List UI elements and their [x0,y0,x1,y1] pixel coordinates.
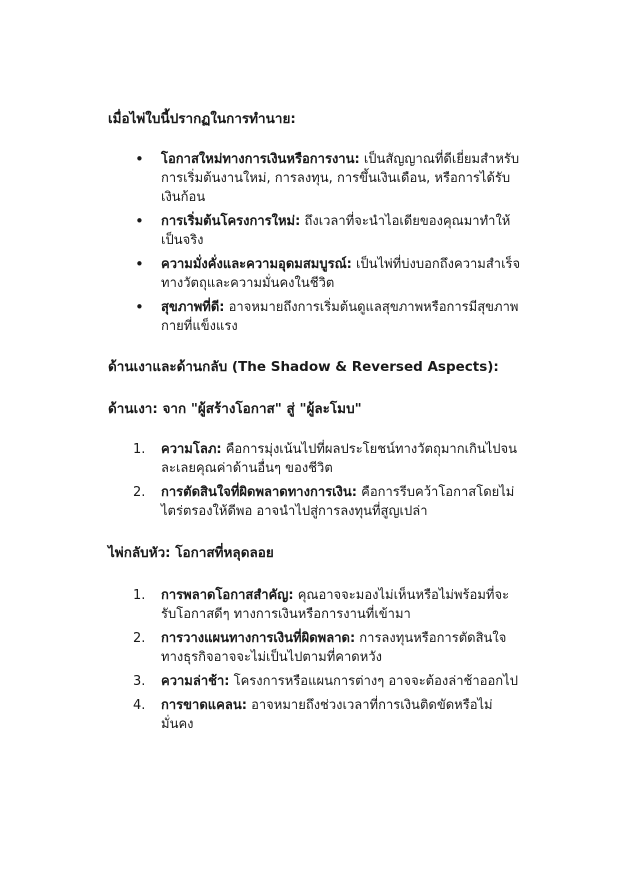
section-heading-shadow-reversed: ด้านเงาและด้านกลับ (The Shadow & Reversed Aspects): [108,359,499,375]
item-label: การพลาดโอกาสสำคัญ: [161,588,294,603]
item-label: การขาดแคลน: [161,698,247,713]
item-text: คือการรีบคว้าโอกาสโดยไม่ไตร่ตรองให้ดีพอ อาจนำไปสู่การลงทุนที่สูญเปล่า [161,485,515,519]
item-label: การวางแผนทางการเงินที่ผิดพลาด: [161,631,356,646]
list-item [108,586,523,624]
list-item [108,440,523,478]
item-number: 3. [133,674,146,689]
list-item [108,696,523,734]
bullet-icon: • [135,150,144,168]
item-text: โครงการหรือแผนการต่างๆ อาจจะต้องล่าช้าออกไป [233,674,518,689]
reversed-numbered-list [108,586,523,739]
list-item [108,672,523,691]
bullet-icon: • [135,255,144,273]
item-text: คือการมุ่งเน้นไปที่ผลประโยชน์ทางวัตถุมากเกินไปจนละเลยคุณค่าด้านอื่นๆ ของชีวิต [161,442,518,476]
section-heading-shadow: ด้านเงา: จาก "ผู้สร้างโอกาส" สู่ "ผู้ละโมบ" [108,401,362,417]
item-text: อาจหมายถึงการเริ่มต้นดูแลสุขภาพหรือการมีสุขภาพกายที่แข็งแรง [161,300,519,334]
item-text: คุณอาจจะมองไม่เห็นหรือไม่พร้อมที่จะรับโอกาสดีๆ ทางการเงินหรือการงานที่เข้ามา [161,588,510,622]
item-label: การเริ่มต้นโครงการใหม่: [161,214,301,229]
list-item [108,483,523,521]
shadow-numbered-list [108,440,523,526]
item-text: เป็นไพ่ที่บ่งบอกถึงความสำเร็จทางวัตถุและความมั่นคงในชีวิต [161,257,521,291]
item-label: ความมั่งคั่งและความอุดมสมบูรณ์: [161,257,352,272]
item-text: เป็นสัญญาณที่ดีเยี่ยมสำหรับการเริ่มต้นงานใหม่, การลงทุน, การขึ้นเงินเดือน, หรือการได้รับเงินก้อน [161,152,520,205]
item-label: สุขภาพที่ดี: [161,300,225,315]
list-item [108,150,523,207]
bullet-icon: • [135,212,144,230]
item-number: 1. [133,588,146,603]
item-number: 2. [133,631,146,646]
section-heading-reversed: ไพ่กลับหัว: โอกาสที่หลุดลอย [108,545,274,561]
item-text: การลงทุนหรือการตัดสินใจทางธุรกิจอาจจะไม่เป็นไปตามที่คาดหวัง [161,631,507,665]
item-number: 1. [133,442,146,457]
section-heading-appearance: เมื่อไพ่ใบนี้ปรากฏในการทำนาย: [108,111,296,127]
item-number: 2. [133,485,146,500]
item-number: 4. [133,698,146,713]
item-label: ความโลภ: [161,442,222,457]
item-label: โอกาสใหม่ทางการเงินหรือการงาน: [161,152,360,167]
meaning-bullet-list [108,150,523,341]
item-label: ความล่าช้า: [161,674,230,689]
item-label: การตัดสินใจที่ผิดพลาดทางการเงิน: [161,485,357,500]
list-item [108,255,523,293]
bullet-icon: • [135,298,144,316]
list-item [108,298,523,336]
item-text: อาจหมายถึงช่วงเวลาที่การเงินติดขัดหรือไม่มั่นคง [161,698,493,732]
list-item [108,212,523,250]
item-text: ถึงเวลาที่จะนำไอเดียของคุณมาทำให้เป็นจริง [161,214,511,248]
list-item [108,629,523,667]
